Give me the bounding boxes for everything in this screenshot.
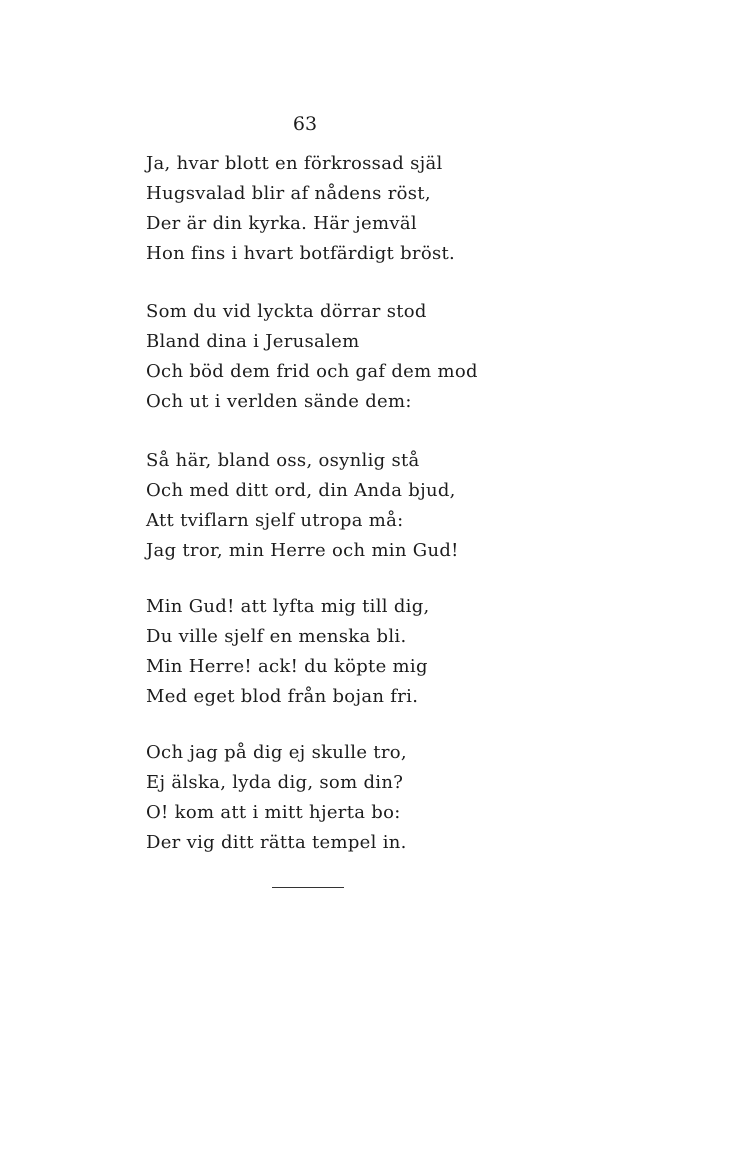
verse-line: Der är din kyrka. Här jemväl	[146, 213, 417, 234]
stanza	[146, 149, 566, 269]
end-rule-divider	[272, 887, 344, 888]
verse-line: Och med ditt ord, din Anda bjud,	[146, 480, 456, 501]
verse-line: Min Herre! ack! du köpte mig	[146, 656, 428, 677]
verse-line: Hon fins i hvart botfärdigt bröst.	[146, 243, 456, 264]
verse-line: Att tviflarn sjelf utropa må:	[146, 510, 404, 531]
verse-line: Ja, hvar blott en förkrossad själ	[146, 153, 443, 174]
verse-line: Bland dina i Jerusalem	[146, 331, 360, 352]
stanza	[146, 297, 566, 417]
verse-line: Och jag på dig ej skulle tro,	[146, 742, 407, 763]
verse-line: Min Gud! att lyfta mig till dig,	[146, 596, 430, 617]
verse-line: Och böd dem frid och gaf dem mod	[146, 361, 478, 382]
verse-line: Hugsvalad blir af nådens röst,	[146, 183, 431, 204]
verse-line: Med eget blod från bojan fri.	[146, 686, 419, 707]
page-number: 63	[292, 113, 318, 135]
stanza	[146, 446, 566, 566]
verse-line: Du ville sjelf en menska bli.	[146, 626, 407, 647]
verse-line: Som du vid lyckta dörrar stod	[146, 301, 427, 322]
stanza	[146, 738, 566, 858]
verse-line: Och ut i verlden sände dem:	[146, 391, 412, 412]
verse-line: Ej älska, lyda dig, som din?	[146, 772, 404, 793]
verse-line: O! kom att i mitt hjerta bo:	[146, 802, 401, 823]
verse-line: Jag tror, min Herre och min Gud!	[146, 540, 459, 561]
stanza	[146, 592, 566, 712]
verse-line: Så här, bland oss, osynlig stå	[146, 450, 420, 471]
verse-line: Der vig ditt rätta tempel in.	[146, 832, 407, 853]
